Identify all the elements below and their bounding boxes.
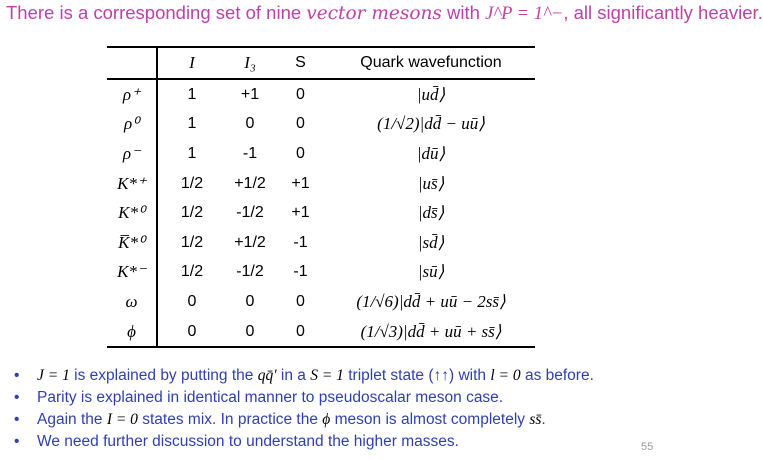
bullet-math: ss̄: [529, 411, 542, 428]
title-jp: J^P = 1^−: [485, 4, 564, 24]
bullet-item: [14, 387, 594, 409]
bullet-math: ϕ: [322, 411, 331, 428]
cell-strangeness: 0: [296, 292, 305, 310]
cell-wavefunction: |dū⟩: [416, 143, 446, 163]
header-particle: [107, 47, 157, 79]
cell-isospin-3: -1: [242, 144, 258, 162]
cell-strangeness: +1: [291, 204, 310, 222]
cell-isospin: 1: [187, 115, 197, 133]
bullet-math: l = 0: [490, 367, 521, 384]
table-row: [107, 198, 535, 228]
cell-isospin-3: 0: [245, 322, 255, 340]
slide-title: [6, 2, 763, 25]
cell-wavefunction: |sd̄⟩: [417, 232, 445, 252]
bullet-math: I = 0: [106, 411, 138, 428]
cell-wavefunction: (1/√2)|dd̄ − uū⟩: [377, 114, 485, 134]
cell-particle: K*⁻: [107, 258, 157, 288]
table-row: [107, 228, 535, 258]
cell-wavefunction: |ud̄⟩: [416, 84, 446, 104]
cell-wavefunction: (1/√3)|dd̄ + uū + ss̄⟩: [360, 321, 502, 341]
header-strangeness: S: [295, 54, 306, 71]
table-row: [107, 169, 535, 199]
cell-isospin-3: -1/2: [236, 204, 264, 222]
title-with: with: [441, 2, 486, 23]
bullet-dot-icon: •: [14, 389, 20, 406]
bullet-math: S = 1: [310, 367, 344, 384]
title-prefix: There is a corresponding set of nine: [6, 2, 307, 23]
header-isospin: I: [189, 53, 195, 72]
bullet-math: qq̄′: [257, 367, 277, 384]
page-number: 55: [641, 441, 654, 453]
cell-strangeness: 0: [296, 115, 305, 133]
cell-particle: K̅*⁰: [107, 228, 157, 258]
cell-strangeness: -1: [293, 263, 308, 281]
table-row: [107, 139, 535, 169]
cell-isospin: 1/2: [180, 233, 204, 251]
cell-wavefunction: |ds̄⟩: [417, 203, 445, 223]
table-row: [107, 287, 535, 317]
cell-wavefunction: (1/√6)|dd̄ + uū − 2ss̄⟩: [356, 291, 506, 311]
cell-particle: ρ⁺: [107, 79, 157, 110]
header-wavefunction: Quark wavefunction: [360, 54, 502, 71]
cell-isospin-3: 0: [245, 292, 255, 310]
cell-particle: ω: [107, 287, 157, 317]
cell-strangeness: 0: [296, 85, 305, 103]
bullet-dot-icon: •: [14, 433, 20, 450]
bullet-math: J = 1: [37, 367, 70, 384]
table-row: [107, 79, 535, 110]
bullet-dot-icon: •: [14, 411, 20, 428]
bullet-text: is explained by putting the: [69, 367, 258, 384]
bullet-item: [14, 365, 594, 387]
cell-isospin: 0: [187, 292, 197, 310]
bullet-item: [14, 409, 594, 431]
bullet-dot-icon: •: [14, 367, 20, 384]
cell-isospin-3: -1/2: [236, 263, 264, 281]
cell-isospin: 1/2: [180, 263, 204, 281]
cell-strangeness: 0: [296, 322, 305, 340]
cell-isospin-3: +1/2: [234, 233, 266, 251]
cell-isospin: 0: [187, 322, 197, 340]
cell-isospin-3: 0: [245, 115, 255, 133]
bullet-text: states mix. In practice the: [137, 411, 323, 428]
cell-wavefunction: |us̄⟩: [417, 173, 445, 193]
cell-isospin-3: +1/2: [234, 174, 266, 192]
cell-particle: ρ⁰: [107, 110, 157, 140]
bullet-text: .: [541, 411, 546, 428]
bullet-text: triplet state (↑↑) with: [343, 367, 491, 384]
cell-particle: K*⁺: [107, 169, 157, 199]
title-suffix: , all significantly heavier.: [563, 2, 763, 23]
cell-wavefunction: |sū⟩: [417, 262, 445, 282]
table-row: [107, 258, 535, 288]
bullet-text: Again the: [37, 411, 107, 428]
bullet-text: Parity is explained in identical manner to pseudoscalar meson case.: [37, 389, 504, 406]
bullet-list: [14, 365, 594, 453]
cell-strangeness: +1: [291, 174, 310, 192]
bullet-text: meson is almost completely: [330, 411, 530, 428]
cell-isospin-3: +1: [240, 85, 260, 103]
cell-isospin: 1/2: [180, 204, 204, 222]
cell-isospin: 1: [187, 85, 197, 103]
cell-particle: K*⁰: [107, 198, 157, 228]
bullet-item: [14, 431, 594, 453]
cell-particle: ϕ: [107, 317, 157, 348]
cell-strangeness: 0: [296, 144, 305, 162]
title-emphasis: vector mesons: [306, 3, 442, 24]
cell-strangeness: -1: [293, 233, 308, 251]
table-row: [107, 110, 535, 140]
bullet-text: as before.: [520, 367, 594, 384]
header-isospin-3: I₃: [244, 53, 256, 72]
bullet-text: in a: [276, 367, 311, 384]
meson-table: [107, 46, 535, 348]
table-row: [107, 317, 535, 348]
cell-isospin: 1: [187, 144, 197, 162]
table-header-row: [107, 47, 535, 79]
cell-isospin: 1/2: [180, 174, 204, 192]
cell-particle: ρ⁻: [107, 139, 157, 169]
bullet-text: We need further discussion to understand the higher masses.: [37, 433, 459, 450]
